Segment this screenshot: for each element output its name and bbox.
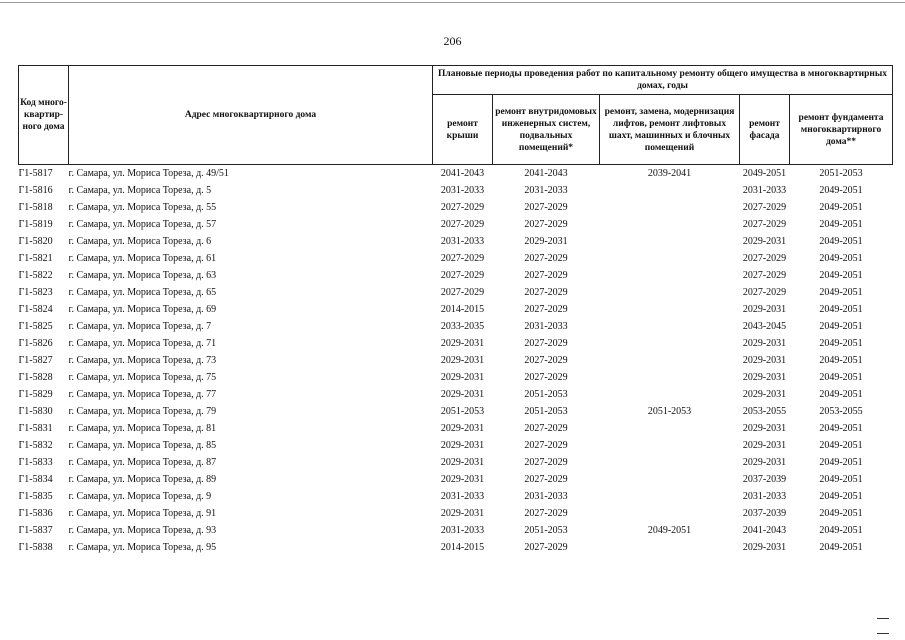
- elevators-period: [600, 488, 740, 505]
- roof-period: 2029-2031: [440, 440, 485, 451]
- facade-period: 2029-2031: [742, 457, 787, 468]
- house-code: Г1-5822: [18, 270, 53, 281]
- foundation-period: 2051-2053: [819, 168, 863, 179]
- house-address: г. Самара, ул. Мориса Тореза, д. 73: [68, 355, 217, 366]
- facade-period: 2029-2031: [742, 304, 787, 315]
- table-row: [19, 386, 893, 403]
- facade-period: 2029-2031: [742, 236, 787, 247]
- house-address: г. Самара, ул. Мориса Тореза, д. 6: [68, 236, 212, 247]
- systems-period: 2027-2029: [524, 372, 568, 383]
- table-body: [19, 165, 893, 557]
- foundation-period: 2049-2051: [819, 457, 863, 468]
- systems-period: 2027-2029: [524, 202, 568, 213]
- table-row: [19, 454, 893, 471]
- header-code: Код много-квартир-ного дома: [19, 66, 69, 165]
- roof-period: 2029-2031: [440, 457, 485, 468]
- house-address: г. Самара, ул. Мориса Тореза, д. 95: [68, 542, 217, 553]
- table-row: [19, 420, 893, 437]
- facade-period: 2037-2039: [742, 474, 787, 485]
- house-address: г. Самара, ул. Мориса Тореза, д. 49/51: [68, 168, 229, 179]
- elevators-period: 2049-2051: [647, 525, 692, 536]
- foundation-period: 2049-2051: [819, 491, 863, 502]
- facade-period: 2049-2051: [742, 168, 787, 179]
- systems-period: 2051-2053: [524, 389, 568, 400]
- house-address: г. Самара, ул. Мориса Тореза, д. 79: [68, 406, 217, 417]
- systems-period: 2051-2053: [524, 406, 568, 417]
- facade-period: 2029-2031: [742, 389, 787, 400]
- roof-period: 2029-2031: [440, 508, 485, 519]
- house-code: Г1-5835: [18, 491, 53, 502]
- house-code: Г1-5821: [18, 253, 53, 264]
- header-periods-title: Плановые периоды проведения работ по капитальному ремонту общего имущества в многоквартирных домах, годы: [433, 66, 893, 95]
- roof-period: 2029-2031: [440, 372, 485, 383]
- systems-period: 2027-2029: [524, 355, 568, 366]
- foundation-period: 2049-2051: [819, 474, 863, 485]
- foundation-period: 2049-2051: [819, 304, 863, 315]
- facade-period: 2027-2029: [742, 253, 787, 264]
- roof-period: 2014-2015: [440, 542, 485, 553]
- roof-period: 2029-2031: [440, 389, 485, 400]
- table-row: [19, 335, 893, 352]
- house-code: Г1-5823: [18, 287, 53, 298]
- header-roof: ремонт крыши: [433, 95, 493, 165]
- house-code: Г1-5819: [18, 219, 53, 230]
- systems-period: 2031-2033: [524, 185, 568, 196]
- systems-period: 2027-2029: [524, 219, 568, 230]
- systems-period: 2041-2043: [524, 168, 568, 179]
- systems-period: 2027-2029: [524, 440, 568, 451]
- systems-period: 2027-2029: [524, 287, 568, 298]
- elevators-period: [600, 199, 740, 216]
- house-address: г. Самара, ул. Мориса Тореза, д. 93: [68, 525, 217, 536]
- table-row: [19, 250, 893, 267]
- roof-period: 2029-2031: [440, 338, 485, 349]
- header-foundation: ремонт фундамента многоквартирного дома**: [790, 95, 893, 165]
- roof-period: 2031-2033: [440, 185, 485, 196]
- foundation-period: 2049-2051: [819, 542, 863, 553]
- facade-period: 2037-2039: [742, 508, 787, 519]
- facade-period: 2029-2031: [742, 372, 787, 383]
- roof-period: 2027-2029: [440, 287, 485, 298]
- systems-period: 2027-2029: [524, 474, 568, 485]
- table-row: [19, 437, 893, 454]
- roof-period: 2031-2033: [440, 236, 485, 247]
- elevators-period: [600, 505, 740, 522]
- house-address: г. Самара, ул. Мориса Тореза, д. 5: [68, 185, 212, 196]
- table-row: [19, 369, 893, 386]
- house-address: г. Самара, ул. Мориса Тореза, д. 61: [68, 253, 217, 264]
- facade-period: 2031-2033: [742, 491, 787, 502]
- foundation-period: 2049-2051: [819, 270, 863, 281]
- table-row: [19, 165, 893, 183]
- house-address: г. Самара, ул. Мориса Тореза, д. 65: [68, 287, 217, 298]
- margin-marks: [877, 604, 889, 634]
- facade-period: 2029-2031: [742, 338, 787, 349]
- roof-period: 2051-2053: [440, 406, 485, 417]
- table-row: [19, 284, 893, 301]
- elevators-period: [600, 182, 740, 199]
- facade-period: 2053-2055: [742, 406, 787, 417]
- house-address: г. Самара, ул. Мориса Тореза, д. 85: [68, 440, 217, 451]
- table-row: [19, 199, 893, 216]
- facade-period: 2029-2031: [742, 423, 787, 434]
- repair-schedule-table: [18, 65, 893, 556]
- systems-period: 2027-2029: [524, 457, 568, 468]
- roof-period: 2014-2015: [440, 304, 485, 315]
- foundation-period: 2049-2051: [819, 236, 863, 247]
- roof-period: 2029-2031: [440, 474, 485, 485]
- elevators-period: [600, 284, 740, 301]
- header-systems: ремонт внутридомовых инженерных систем, подвальных помещений*: [493, 95, 600, 165]
- house-code: Г1-5832: [18, 440, 53, 451]
- table-row: [19, 505, 893, 522]
- table-row: [19, 471, 893, 488]
- facade-period: 2029-2031: [742, 440, 787, 451]
- house-address: г. Самара, ул. Мориса Тореза, д. 91: [68, 508, 217, 519]
- house-code: Г1-5817: [18, 168, 53, 179]
- house-code: Г1-5827: [18, 355, 53, 366]
- table-row: [19, 403, 893, 420]
- house-code: Г1-5831: [18, 423, 53, 434]
- page-number: 206: [443, 34, 462, 48]
- foundation-period: 2049-2051: [819, 440, 863, 451]
- house-address: г. Самара, ул. Мориса Тореза, д. 9: [68, 491, 212, 502]
- house-code: Г1-5820: [18, 236, 53, 247]
- house-address: г. Самара, ул. Мориса Тореза, д. 63: [68, 270, 217, 281]
- house-code: Г1-5824: [18, 304, 53, 315]
- systems-period: 2027-2029: [524, 270, 568, 281]
- elevators-period: [600, 250, 740, 267]
- house-code: Г1-5834: [18, 474, 53, 485]
- systems-period: 2027-2029: [524, 253, 568, 264]
- house-code: Г1-5826: [18, 338, 53, 349]
- systems-period: 2027-2029: [524, 338, 568, 349]
- systems-period: 2031-2033: [524, 491, 568, 502]
- house-code: Г1-5829: [18, 389, 53, 400]
- facade-period: 2031-2033: [742, 185, 787, 196]
- systems-period: 2027-2029: [524, 423, 568, 434]
- house-address: г. Самара, ул. Мориса Тореза, д. 71: [68, 338, 217, 349]
- elevators-period: [600, 216, 740, 233]
- house-address: г. Самара, ул. Мориса Тореза, д. 89: [68, 474, 217, 485]
- systems-period: 2031-2033: [524, 321, 568, 332]
- table-row: [19, 182, 893, 199]
- house-address: г. Самара, ул. Мориса Тореза, д. 55: [68, 202, 217, 213]
- elevators-period: 2051-2053: [647, 406, 692, 417]
- house-code: Г1-5836: [18, 508, 53, 519]
- foundation-period: 2049-2051: [819, 321, 863, 332]
- house-address: г. Самара, ул. Мориса Тореза, д. 75: [68, 372, 217, 383]
- roof-period: 2027-2029: [440, 270, 485, 281]
- house-address: г. Самара, ул. Мориса Тореза, д. 77: [68, 389, 217, 400]
- foundation-period: 2049-2051: [819, 423, 863, 434]
- foundation-period: 2049-2051: [819, 338, 863, 349]
- house-address: г. Самара, ул. Мориса Тореза, д. 57: [68, 219, 217, 230]
- elevators-period: [600, 233, 740, 250]
- roof-period: 2029-2031: [440, 355, 485, 366]
- elevators-period: [600, 437, 740, 454]
- table-row: [19, 488, 893, 505]
- elevators-period: [600, 369, 740, 386]
- table-row: [19, 267, 893, 284]
- header-address: Адрес многоквартирного дома: [69, 66, 433, 165]
- elevators-period: [600, 318, 740, 335]
- foundation-period: 2049-2051: [819, 355, 863, 366]
- table-row: [19, 216, 893, 233]
- facade-period: 2029-2031: [742, 355, 787, 366]
- elevators-period: [600, 539, 740, 556]
- roof-period: 2041-2043: [440, 168, 485, 179]
- table-row: [19, 318, 893, 335]
- facade-period: 2027-2029: [742, 287, 787, 298]
- foundation-period: 2049-2051: [819, 525, 863, 536]
- elevators-period: 2039-2041: [647, 168, 692, 179]
- elevators-period: [600, 420, 740, 437]
- roof-period: 2027-2029: [440, 219, 485, 230]
- house-code: Г1-5830: [18, 406, 53, 417]
- header-elevators: ремонт, замена, модернизация лифтов, ремонт лифтовых шахт, машинных и блочных помещений: [600, 95, 740, 165]
- house-code: Г1-5825: [18, 321, 53, 332]
- foundation-period: 2049-2051: [819, 219, 863, 230]
- foundation-period: 2049-2051: [819, 389, 863, 400]
- house-code: Г1-5837: [18, 525, 53, 536]
- elevators-period: [600, 386, 740, 403]
- systems-period: 2027-2029: [524, 304, 568, 315]
- facade-period: 2027-2029: [742, 219, 787, 230]
- table-row: [19, 539, 893, 556]
- table-row: [19, 301, 893, 318]
- facade-period: 2027-2029: [742, 202, 787, 213]
- house-code: Г1-5816: [18, 185, 53, 196]
- top-rule: [0, 2, 905, 3]
- house-address: г. Самара, ул. Мориса Тореза, д. 69: [68, 304, 217, 315]
- elevators-period: [600, 267, 740, 284]
- systems-period: 2027-2029: [524, 542, 568, 553]
- house-code: Г1-5833: [18, 457, 53, 468]
- facade-period: 2043-2045: [742, 321, 787, 332]
- house-code: Г1-5828: [18, 372, 53, 383]
- roof-period: 2027-2029: [440, 253, 485, 264]
- foundation-period: 2049-2051: [819, 508, 863, 519]
- foundation-period: 2049-2051: [819, 185, 863, 196]
- elevators-period: [600, 335, 740, 352]
- systems-period: 2029-2031: [524, 236, 568, 247]
- foundation-period: 2049-2051: [819, 287, 863, 298]
- foundation-period: 2053-2055: [819, 406, 863, 417]
- systems-period: 2051-2053: [524, 525, 568, 536]
- house-address: г. Самара, ул. Мориса Тореза, д. 81: [68, 423, 217, 434]
- elevators-period: [600, 471, 740, 488]
- roof-period: 2033-2035: [440, 321, 485, 332]
- table-row: [19, 233, 893, 250]
- systems-period: 2027-2029: [524, 508, 568, 519]
- table-row: [19, 522, 893, 539]
- elevators-period: [600, 454, 740, 471]
- facade-period: 2027-2029: [742, 270, 787, 281]
- house-code: Г1-5818: [18, 202, 53, 213]
- foundation-period: 2049-2051: [819, 372, 863, 383]
- elevators-period: [600, 352, 740, 369]
- facade-period: 2041-2043: [742, 525, 787, 536]
- roof-period: 2029-2031: [440, 423, 485, 434]
- roof-period: 2031-2033: [440, 491, 485, 502]
- house-address: г. Самара, ул. Мориса Тореза, д. 7: [68, 321, 212, 332]
- house-code: Г1-5838: [18, 542, 53, 553]
- header-facade: ремонт фасада: [740, 95, 790, 165]
- elevators-period: [600, 301, 740, 318]
- foundation-period: 2049-2051: [819, 202, 863, 213]
- roof-period: 2031-2033: [440, 525, 485, 536]
- roof-period: 2027-2029: [440, 202, 485, 213]
- facade-period: 2029-2031: [742, 542, 787, 553]
- house-address: г. Самара, ул. Мориса Тореза, д. 87: [68, 457, 217, 468]
- table-row: [19, 352, 893, 369]
- foundation-period: 2049-2051: [819, 253, 863, 264]
